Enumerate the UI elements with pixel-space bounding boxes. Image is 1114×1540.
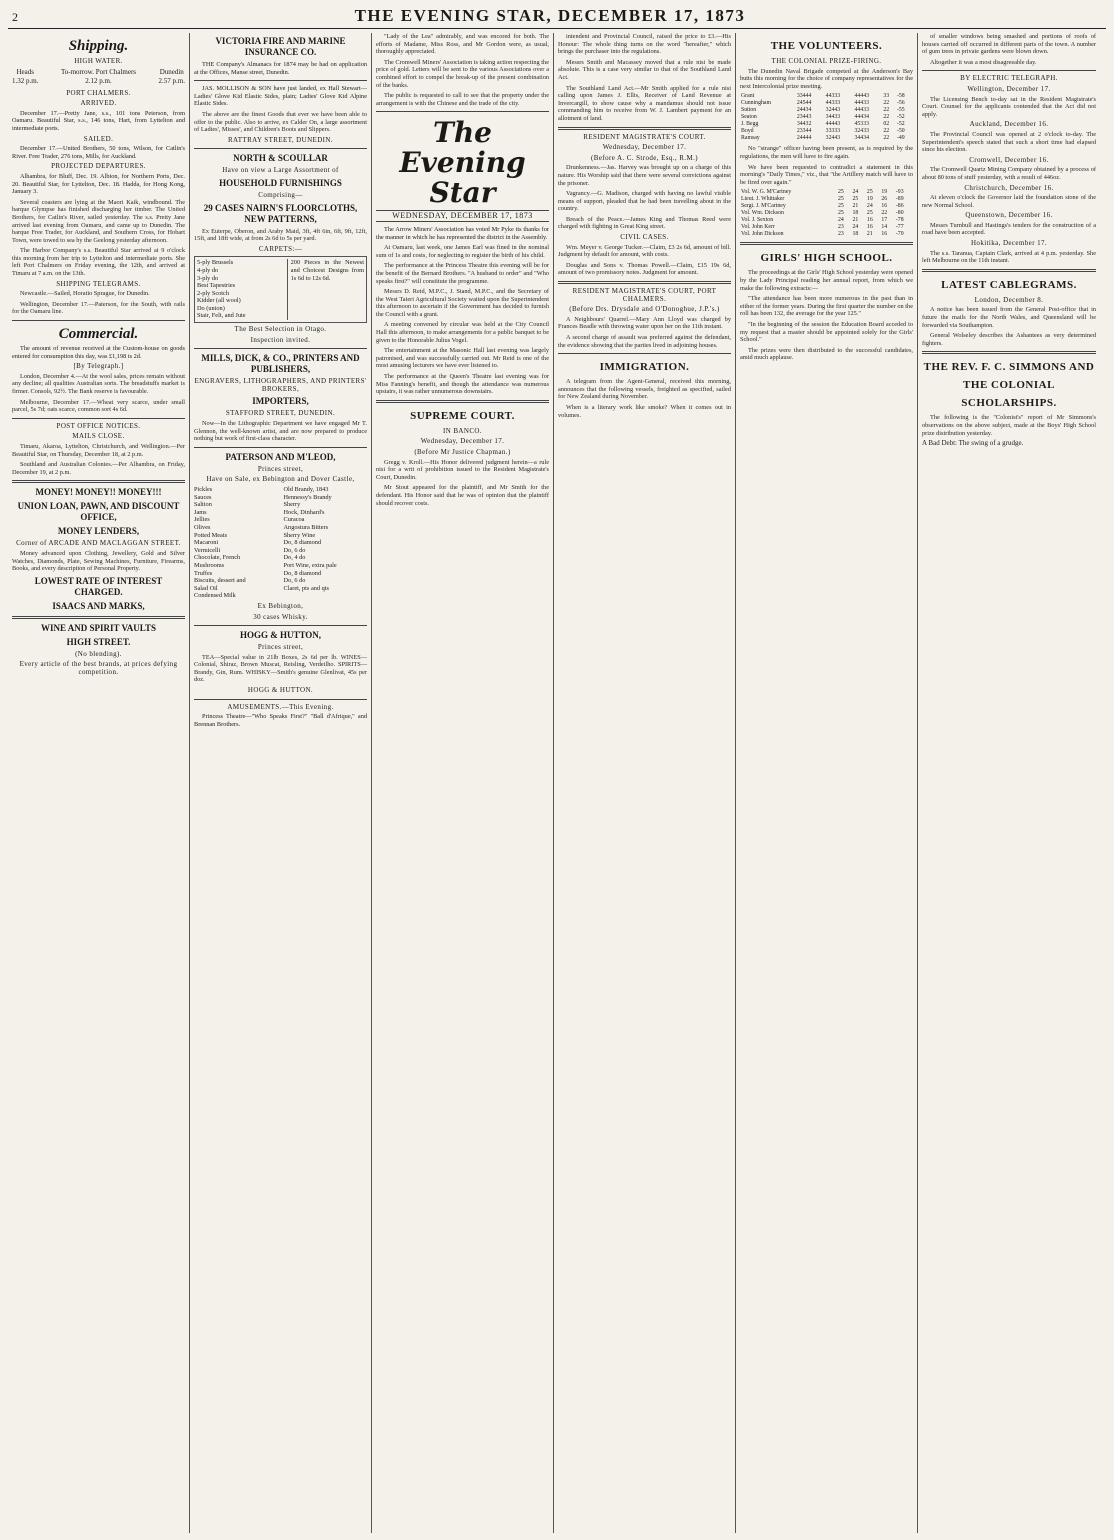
score-row: Grant 33444 44333 44443 33 -58 [741,93,905,100]
goods-item: Do, 6 do [283,577,306,585]
goods-item: Jams [194,508,207,516]
score-row: Cunningham 24544 44333 44433 22 -56 [741,100,905,107]
north-scoullar-heading: NORTH & SCOULLAR [233,153,328,164]
totals-row: Vol. John Dickson 23 18 21 16 -70 [741,231,904,238]
totals-row: Sergt. J. M'Cartney 25 21 24 16 -86 [741,203,904,210]
page-number: 2 [12,10,18,24]
goods-item: Hennessy's Brandy [283,493,332,501]
port-chalmers-judge: (Before Drs. Drysdale and O'Donoghue, J.P.'s.) [569,305,720,314]
christchurch-dateline: Christchurch, December 16. [964,183,1054,192]
goods-item: Old Brandy, 1843 [283,486,329,493]
mills-sub-heading: ENGRAVERS, LITHOGRAPHERS, AND PRINTERS' BROKERS, [194,377,367,393]
projected-text: Alhambra, for Bluff, Dec. 19. Albion, for Northern Ports, Dec. 20. Beautiful Star, for Lyttelton, Dec. 18. Hadda, for Hong Kong, January 3. [12,172,185,196]
port-heading: PORT CHALMERS. [66,88,131,97]
goods-list [194,486,367,600]
sailed-text: December 17.—United Brothers, 50 tons, Wilson, for Catlin's River. Free Trader, 276 tons, Mills, for Auckland. [12,145,185,160]
in-banco-heading: IN BANCO. [443,426,482,435]
carpet-item: 2-ply Scotch [197,289,230,297]
goods-item: Salad Oil [194,584,218,592]
pieces-note: 200 Pieces in the Newest and Choicest Designs from 1s 6d to 12s 6d. [287,259,364,320]
hokitika-dateline: Hokitika, December 17. [970,239,1048,248]
mails-close-heading: MAILS CLOSE. [72,432,125,441]
cases-heading: 29 CASES NAIRN'S FLOORCLOTHS, NEW PATTERNS, [203,202,358,224]
goods-item: Port Wine, extra pale [283,561,337,569]
carpet-item: 5-ply Brussels [197,259,234,267]
carpets-heading: CARPETS:— [258,244,303,253]
column-2: VICTORIA FIRE AND MARINE INSURANCE CO. THE Company's Almanacs for 1874 may be had on application at the Offices, Manse street, Dunedin. JAS. MOLLISON & SON have just landed, ex Hall Stewart— Ladies' Glove Kid Elastic Sides, plain; Ladies' Glove Kid Alpine Elastic Sides. The above are the finest Goods that ever we have been able to offer to the public. Also to arrive, ex Calder On, a large assortment of Ladies', Misses', and Children's Boots and Slippers. RATTRAY STREET, DUNEDIN. NORTH & SCOULLAR Have on view a Large Assortment of HOUSEHOLD FURNISHINGS Comprising— 29 CASES NAIRN'S FLOORCLOTHS, NEW PATTERNS, Ex Euterpe, Oberon, and Araby Maid, 3ft, 4ft 6in, 6ft, 9ft, 12ft, 15ft, and 18ft wide, at from 2s 6d to 5s per yard. CARPETS:— 5-ply Brussels 4-ply do 3-ply do Best Tapestries 2-ply Scotch Kidder (all wool) Do (union) Stair, Felt, and Jute 200 Pieces in the Newest and Choicest Designs from 1s 6d to 12s 6d. The Best Selection in Otago. Inspection invited. MILLS, DICK, & CO., PRINTERS AND PUBLISHERS, ENGRAVERS, LITHOGRAPHERS, AND PRINTERS' BROKERS, IMPORTERS, STAFFORD STREET, DUNEDIN. Now—In the Lithographic Department we have engaged Mr T. Glennon, the well-known artist, and are now prepared to produce nothing but work of first-class character. PATERSON AND M'LEOD, Princes street, Have on Sale, ex Bebington and Dover Castle, Pickles Sauces Saltion Jams Jellies Olives Potted Meats Macaroni Vermicelli Chocolate, French Mushrooms Truffes Biscuits, dessert and Salad Oil Condensed Milk Old Brandy, 1843 Hennessy's Brandy Sherry Hock, Dinhard's Curacoa Angostura Bitters Sherry Wine Do, 8 diamond Do, 6 do Do, 4 do Port Wine, extra pale Do, 8 diamond Do, 6 do Claret, pts and qts Ex Bebington, 30 cases Whisky. HOGG & HUTTON, Princes street, TEA—Special value in 21lb Boxes, 2s 6d per lb. WINES—Colonial, Shiraz, Brown Muscat, Reisling, Verdeilho. SPIRITS—Brandy, Gin, Rum. WHISKY—Smith's genuine Glenlivat, 45s per doz. HOGG & HUTTON. AMUSEMENTS.—This Evening. Princess Theatre—"Who Speaks First?" "Ball d'Afrique," and Brennan Brothers. [190,33,372,1533]
column-1: Shipping. HIGH WATER. Heads 1.32 p.m. To-morrow. Port Chalmers 2.12 p.m. Dunedin 2.57 p.m. PORT CHALMERS. ARRIVED. December 17.—Pretty Jane, s.s., 101 tons Peterson, from Oamaru. Beautiful Star, s.s., 146 tons, Hart, from Lyttelton and intermediate ports. SAILED. December 17.—United Brothers, 50 tons, Wilson, for Catlin's River. Free Trader, 276 tons, Mills, for Auckland. PROJECTED DEPARTURES. Alhambra, for Bluff, Dec. 19. Albion, for Northern Ports, Dec. 20. Beautiful Star, for Lyttelton, Dec. 18. Hadda, for Hong Kong, January 3. Several coasters are lying at the Maori Kaik, windbound. The barque Glympse has finished discharging her timber. The United Brothers, for Catlin's River, sailed yesterday. The s.s. Pretty Jane arrived last evening from Oamaru, and came up to Dunedin. The barque Free Trader, for Auckland, and Southern Cross, for Hobart Town, were towed to sea by the Geelong yesterday afternoon. The Harbor Company's s.s. Beautiful Star arrived at 9 o'clock this morning from her trip to Lyttelton and intermediate ports. She left Port Chalmers on Friday evening, the 12th, and arrived at Timaru at 7 a.m. on the 13th. SHIPPING TELEGRAMS. Newcastle.—Sailed, Horatio Sprague, for Dunedin. Wellington, December 17.—Paterson, for the South, with rails for the Oamaru line. Commercial. The amount of revenue received at the Custom-house on goods entered for consumption this day, was £1,198 ts 2d. [By Telegraph.] London, December 4.—At the wool sales, prices remain without any decline; all qualities Australian sorts. The breadstuffs market is firmer. Consols, 92½. The Bank reserve is favourable. Melbourne, December 17.—Wheat very scarce, under small parcel, 5s 7d; oats scarce, common sort 4s 6d. POST OFFICE NOTICES. MAILS CLOSE. Timaru, Akaroa, Lyttelton, Christchurch, and Wellington.—Per Beautiful Star, on Thursday, December 18, at 2 p.m. Southland and Australian Colonies.—Per Alhambra, on Friday, December 19, at 2 p.m. MONEY! MONEY!! MONEY!!! UNION LOAN, PAWN, AND DISCOUNT OFFICE, MONEY LENDERS, Corner of ARCADE AND MACLAGGAN STREET. Money advanced upon Clothing, Jewellery, Gold and Silver Watches, Diamonds, Plate, Sewing Machines, Furniture, Firearms, Books, and every description of Personal Property. LOWEST RATE OF INTEREST CHARGED. ISAACS AND MARKS, WINE AND SPIRIT VAULTS HIGH STREET. (No blending). Every article of the best brands, at prices defying competition. [8,33,190,1533]
goods-item: Saltion [194,501,212,509]
totals-row: Vol. John Kerr 23 24 16 14 -77 [741,224,904,231]
column-6: of smaller windows being smashed and portions of roofs of houses carried off occurred in different parts of the town. A number of gum trees in private gardens were blown down. Altogether it was a most disagreeable day. BY ELECTRIC TELEGRAPH. Wellington, December 17. The Licensing Bench to-day sat in the Resident Magistrate's Court. Counsel for the applicants contended that the Act did not apply. Auckland, December 16. The Provincial Council was opened at 2 o'clock to-day. The Superintendent's speech stated that such a short time had elapsed since his election. Cromwell, December 16. The Cromwell Quartz Mining Company obtained by a process of about 80 tons of stuff yesterday, with a result of 446oz. Christchurch, December 16. At eleven o'clock the Governor laid the foundation stone of the new Normal School. Queenstown, December 16. Messrs Turnbull and Hastings's tenders for the construction of a road have been accepted. Hokitika, December 17. The s.s. Taranua, Captain Clark, arrived at 4 p.m. yesterday. She left Melbourne on the 11th instant. LATEST CABLEGRAMS. London, December 8. A notice has been issued from the General Post-office that in future the mails for the North Wales, and Queensland will be forwarded via Southampton. General Wolseley describes the Ashantees as very determined fighters. THE REV. F. C. SIMMONS AND THE COLONIAL SCHOLARSHIPS. The following is the "Colonist's" report of Mr Simmons's observations on the above subject, made at the Boys' High School prize distribution yesterday. A Bad Debt: The swing of a grudge. [922,33,1096,448]
comprising-label: Comprising— [258,190,303,199]
carpet-item: 3-ply do [197,274,219,282]
arrived-heading: ARRIVED. [80,99,117,108]
wellington-dateline: Wellington, December 17. [967,84,1051,93]
goods-item: Sherry Wine [283,531,316,539]
sailed-heading: SAILED. [83,134,114,143]
carpet-item: 4-ply do [197,266,219,274]
carpet-list-box [194,256,367,323]
banco-date: Wednesday, December 17. [420,437,505,446]
high-street-heading: HIGH STREET. [66,636,131,647]
page-title: THE EVENING STAR, DECEMBER 17, 1873 [354,6,746,25]
goods-item: Do, 4 do [283,554,306,562]
isaacs-marks-heading: ISAACS AND MARKS, [52,600,145,611]
score-table [740,93,913,142]
stafford-address: STAFFORD STREET, DUNEDIN. [225,409,336,418]
projected-heading: PROJECTED DEPARTURES. [51,162,146,171]
score-row: Ramsay 24444 32443 34434 22 -49 [741,135,905,142]
mollison-text: JAS. MOLLISON & SON have just landed, ex Hall Stewart— Ladies' Glove Kid Elastic Sides, plain; Ladies' Glove Kid Alpine Elastic Sides. [194,85,367,108]
immigration-heading: IMMIGRATION. [599,361,690,374]
goods-item: Mushrooms [194,561,225,569]
totals-row: Vol. J. Sexton 24 21 16 17 -78 [741,217,904,224]
auckland-dateline: Auckland, December 16. [969,120,1049,129]
goods-item: Sauces [194,493,212,501]
lead-paragraph: The Arrow Miners' Association has voted Mr Pyke its thanks for the manner in which he has represented the district in the Assembly. [376,225,549,241]
score-row: Sutton 24434 32443 44433 22 -55 [741,107,905,114]
supreme-court-heading: SUPREME COURT. [410,409,515,422]
arrived-text: December 17.—Pretty Jane, s.s., 101 tons Peterson, from Oamaru. Beautiful Star, s.s., 146 tons, Hart, from Lyttelton and intermediate ports. [12,109,185,132]
resident-date: Wednesday, December 17. [602,143,687,152]
victoria-heading: VICTORIA FIRE AND MARINE INSURANCE CO. [215,36,346,57]
goods-item: Jellies [194,516,210,524]
shipping-heading: Shipping. [68,38,129,54]
hogg-address: Princes street, [257,643,304,652]
column-4: intendent and Provincial Council, raised the price to £3.—His Honour: The whole thing turns on the word "hereafter," which brings the purchaser into the regulations. Messrs Smith and Macassey moved that a rule nisi be made absolute. This is a case very similar to that of the Southland Land Act. The Southland Land Act.—Mr Smith applied for a rule nisi calling upon James J. Ellis, Receiver of Land Revenue at Invercargill, to show cause why a mandamus should not issue commanding him to receive from W. J. Lambert payment for an allotment of land. RESIDENT MAGISTRATE'S COURT. Wednesday, December 17. (Before A. C. Strode, Esq., R.M.) Drunkenness.—Jas. Harvey was brought up on a charge of this nature. His Worship said that there were several convictions against the prisoner. Vagrancy.—G. Madison, charged with having no lawful visible means of support, pleaded that he had been travelling about in the country. Breach of the Peace.—James King and Thomas Reed were charged with fighting in Great King street. CIVIL CASES. Wm. Meyer v. George Tucker.—Claim, £3 2s 6d, amount of bill. Judgment by default for amount, with costs. Douglas and Sons v. Thomas Powell.—Claim, £15 19s 6d, amount of two promissory notes. Judgment for amount. RESIDENT MAGISTRATE'S COURT, PORT CHALMERS. (Before Drs. Drysdale and O'Donoghue, J.P.'s.) A Neighbours' Quarrel.—Mary Ann Lloyd was charged by Frances Beadle with throwing water upon her on the 11th instant. A second charge of assault was preferred against the defendant, the evidence showing that the parties lived in adjoining houses. IMMIGRATION. A telegram from the Agent-General, received this morning, announces that the following vessels, freighted as specified, sailed for New Zealand during November. When is a literary work like smoke? When it comes out in volumes. [554,33,736,1533]
carpet-item: Kidder (all wool) [197,297,241,305]
goods-item: Hock, Dinhard's [283,508,325,516]
goods-left-list [194,486,278,600]
paterson-heading: PATERSON AND M'LEOD, [225,451,336,462]
queenstown-dateline: Queenstown, December 16. [965,211,1053,220]
inspection-label: Inspection invited. [250,335,311,344]
have-on-sale-label: Have on Sale, ex Bebington and Dover Castle, [206,475,355,484]
goods-item: Chocolate, French [194,554,241,562]
column-5: THE VOLUNTEERS. THE COLONIAL PRIZE-FIRING. The Dunedin Naval Brigade competed at the Anderson's Bay butts this morning for the choice of company representatives for the next Intercolonial prize meeting. Grant 33444 44333 44443 33 -58 Cunningham 24544 44333 44433 22 -56 Sutton 24434 32443 44433 22 -55 Seaton 23443 34433 44434 22 -52 J. Begg 34432 44443 45333 02 -52 Boyd 23344 33333 32433 22 -50 Ramsay 24444 32443 34434 22 -49 No "strange" officer having been present, as is required by the regulations, the men will have to fire again. We have been requested to contradict a statement in this morning's "Daily Times," viz., that "the Artillery match will have to be fired over again." Vol. W. G. M'Cartney 25 24 25 19 -93 Lieut. J. Whittaker 25 25 19 26 -89 Sergt. J. M'Cartney 25 21 24 16 -86 Vol. Wm. Dickson 25 18 25 22 -80 Vol. J. Sexton 24 21 16 17 -78 Vol. John Kerr 23 24 16 14 -77 Vol. John Dickson 23 18 21 16 -70 GIRLS' HIGH SCHOOL. The proceedings at the Girls' High School yesterday were opened by the Lady Principal reading her annual report, from which we make the following extracts:— "The attendance has been more numerous in the past than in either of the former years. During the first quarter the number on the roll has been 132, the average for the year 125." "In the beginning of the session the Education Board acceded to my request that a master should be appointed solely for the Girls' School." The prizes were then distributed to the successful candidates, amid much applause. [736,33,918,1533]
best-selection-label: The Best Selection in Otago. [234,325,327,334]
goods-item: Vermicelli [194,546,221,554]
port-chalmers-court-heading: RESIDENT MAGISTRATE'S COURT, PORT CHALMERS. [572,287,717,303]
cromwell-dateline: Cromwell, December 16. [969,155,1049,164]
wine-vaults-heading: WINE AND SPIRIT VAULTS [41,622,156,633]
score-row: Boyd 23344 33333 32433 22 -50 [741,128,905,135]
commercial-heading: Commercial. [58,326,139,343]
goods-item: Do, 8 diamond [283,569,322,577]
importers-heading: IMPORTERS, [252,396,309,407]
goods-item: Claret, pts and qts [283,584,329,592]
resident-judge: (Before A. C. Strode, Esq., R.M.) [591,153,698,162]
arcade-address: Corner of ARCADE AND MACLAGGAN STREET. [16,539,181,548]
goods-item: Angostura Bitters [283,523,329,531]
column-3: "Lady of the Lea" admirably, and was encored for both. The efforts of Madame, Miss Ross, and Mr Gordon were, as usual, thoroughly appreciated. The Cromwell Miners' Association is taking action respecting the price of gold. Letters will be sent to the various Associations over a combined effort to compel the break-up of the present combination of the banks. The public is requested to call to see that the property under the arrangement is with the Chinese and the trade of the city. The Evening Star WEDNESDAY, DECEMBER 17, 1873 The Arrow Miners' Association has voted Mr Pyke its thanks for the manner in which he has represented the district in the Assembly. At Oamaru, last week, one James Earl was fined in the nominal sum of 1s and costs, for neglecting to register the birth of his child. The performance at the Princess Theatre this evening will be for the benefit of the Bernard Brothers. "A husband to order" and "Who speaks first?" will constitute the programme. Messrs D. Reid, M.P.C., J. Stand, M.P.C., and the Secretary of the West Taieri Agricultural Society waited upon the Superintendent this afternoon to ascertain if the Government has decided to furnish the Council with a grant. A meeting convened by circular was held at the City Council Hall this afternoon, to make arrangements for a public banquet to be given to the Honorable Julius Vogel. The entertainment at the Masonic Hall last evening was largely patronised, and was successfully carried out. Mr Reid is one of the most amusing lecturers we have ever listened to. The performance at the Queen's Theatre last evening was for Miss Fanning's benefit, and though the attendance was numerous upstairs, it was rather unnumerous downstairs. SUPREME COURT. IN BANCO. Wednesday, December 17. (Before Mr Justice Chapman.) Gregg v. Kroll.—His Honor delivered judgment herein—a rule nisi for a writ of prohibition issued to the Resident Magistrate's Court, Dunedin. Mr Stout appeared for the plaintiff, and Mr Smith for the defendant. His Honor said that he was of opinion that the plaintiff should recover costs. [372,33,554,1533]
totals-table [740,189,913,238]
commercial-intro: The amount of revenue received at the Custom-house on goods entered for consumption this day, was £1,198 ts 2d. [12,345,185,360]
mills-dick-heading: MILLS, DICK, & CO., PRINTERS AND PUBLISHERS, [201,353,360,375]
goods-item: Condensed Milk [194,592,236,600]
civil-cases-heading: CIVIL CASES. [620,233,669,242]
ex-bebington-label: Ex Bebington, [257,601,304,610]
columns [8,33,1106,1533]
goods-item: Truffes [194,569,213,577]
totals-row: Vol. W. G. M'Cartney 25 24 25 19 -93 [741,189,904,196]
carpet-item: Do (union) [197,304,225,312]
resident-magistrate-heading: RESIDENT MAGISTRATE'S COURT. [583,132,706,141]
amusements-text: Princess Theatre—"Who Speaks First?" "Ball d'Afrique," and Brennan Brothers. [194,713,367,728]
latest-cablegrams-heading: LATEST CABLEGRAMS. [941,278,1077,291]
prize-firing-heading: THE COLONIAL PRIZE-FIRING. [771,57,882,65]
goods-item: Do, 8 diamond [283,539,322,547]
goods-item: Curacoa [283,516,305,524]
bad-debt-note: A Bad Debt: The swing of a grudge. [922,439,1024,448]
tide-entry: Heads 1.32 p.m. [12,67,39,85]
shipping-telegrams-heading: SHIPPING TELEGRAMS. [56,279,141,288]
newspaper-nameplate: The Evening Star [399,116,526,210]
tide-table [12,68,185,86]
volunteers-heading: THE VOLUNTEERS. [770,40,883,52]
every-article-label: Every article of the best brands, at prices defying competition. [19,660,178,676]
cases-whisky-label: 30 cases Whisky. [253,612,308,621]
goods-item: Olives [194,523,211,531]
princes-street-label: Princes street, [257,464,304,473]
girls-high-school-heading: GIRLS' HIGH SCHOOL. [760,252,893,265]
score-row: Seaton 23443 34433 44434 22 -52 [741,114,905,121]
rattray-address: RATTRAY STREET, DUNEDIN. [227,135,333,144]
victoria-text: THE Company's Almanacs for 1874 may be had on application at the Offices, Manse street, Dunedin. [194,61,367,76]
dateline: WEDNESDAY, DECEMBER 17, 1873 [376,210,549,222]
lowest-rate-heading: LOWEST RATE OF INTEREST CHARGED. [34,575,163,597]
union-loan-heading: UNION LOAN, PAWN, AND DISCOUNT OFFICE, [17,501,180,523]
banco-judge: (Before Mr Justice Chapman.) [414,448,511,456]
hogg-signature: HOGG & HUTTON. [247,686,314,695]
post-office-heading: POST OFFICE NOTICES. [56,421,141,430]
goods-item: Do, 6 do [283,546,306,554]
hogg-hutton-heading: HOGG & HUTTON, [239,630,322,641]
money-heading: MONEY! MONEY!! MONEY!!! [35,487,162,498]
tide-entry: Dunedin 2.57 p.m. [158,67,185,85]
no-blending-label: (No blending). [75,649,122,658]
electric-telegraph-heading: BY ELECTRIC TELEGRAPH. [960,74,1058,83]
tide-entry: To-morrow. Port Chalmers 2.12 p.m. [60,67,137,85]
money-lenders-heading: MONEY LENDERS, [57,526,140,537]
amusements-heading: AMUSEMENTS.—This Evening. [227,702,334,711]
goods-item: Pickles [194,486,213,493]
high-water-heading: HIGH WATER. [74,57,123,65]
totals-row: Vol. Wm. Dickson 25 18 25 22 -80 [741,210,904,217]
goods-item: Potted Meats [194,531,228,539]
goods-item: Sherry [283,501,301,509]
by-telegraph-label: [By Telegraph.] [73,362,124,371]
carpet-item: Stair, Felt, and Jute [197,312,246,320]
carpet-item: Best Tapestries [197,282,236,290]
totals-row: Lieut. J. Whittaker 25 25 19 26 -89 [741,196,904,203]
household-heading: HOUSEHOLD FURNISHINGS [219,177,342,188]
masthead [8,6,1106,29]
shipping-body: Several coasters are lying at the Maori Kaik, windbound. The barque Glympse has finished discharging her timber. The United Brothers, for Catlin's River, sailed yesterday. The s.s. Pretty Jane arrived last evening from Oamaru, and came up to Dunedin. The barque Free Trader, for Auckland, and Southern Cross, for Hobart Town, were towed to sea by the Geelong yesterday afternoon. The Harbor Company's s.s. Beautiful Star arrived at 9 o'clock this morning from her trip to Lyttelton and intermediate ports. She left Port Chalmers on Friday evening, the 12th, and arrived at Timaru at 7 a.m. on the 13th. [12,198,185,278]
score-row: J. Begg 34432 44443 45333 02 -52 [741,121,905,128]
goods-item: Macaroni [194,539,219,547]
carpet-list [197,259,287,320]
rev-simmons-heading: THE REV. F. C. SIMMONS AND THE COLONIAL SCHOLARSHIPS. [923,361,1095,410]
goods-right-list [284,486,368,600]
have-on-view: Have on view a Large Assortment of [222,166,339,175]
goods-item: Biscuits, dessert and [194,577,246,585]
london-dateline: London, December 8. [974,295,1044,304]
